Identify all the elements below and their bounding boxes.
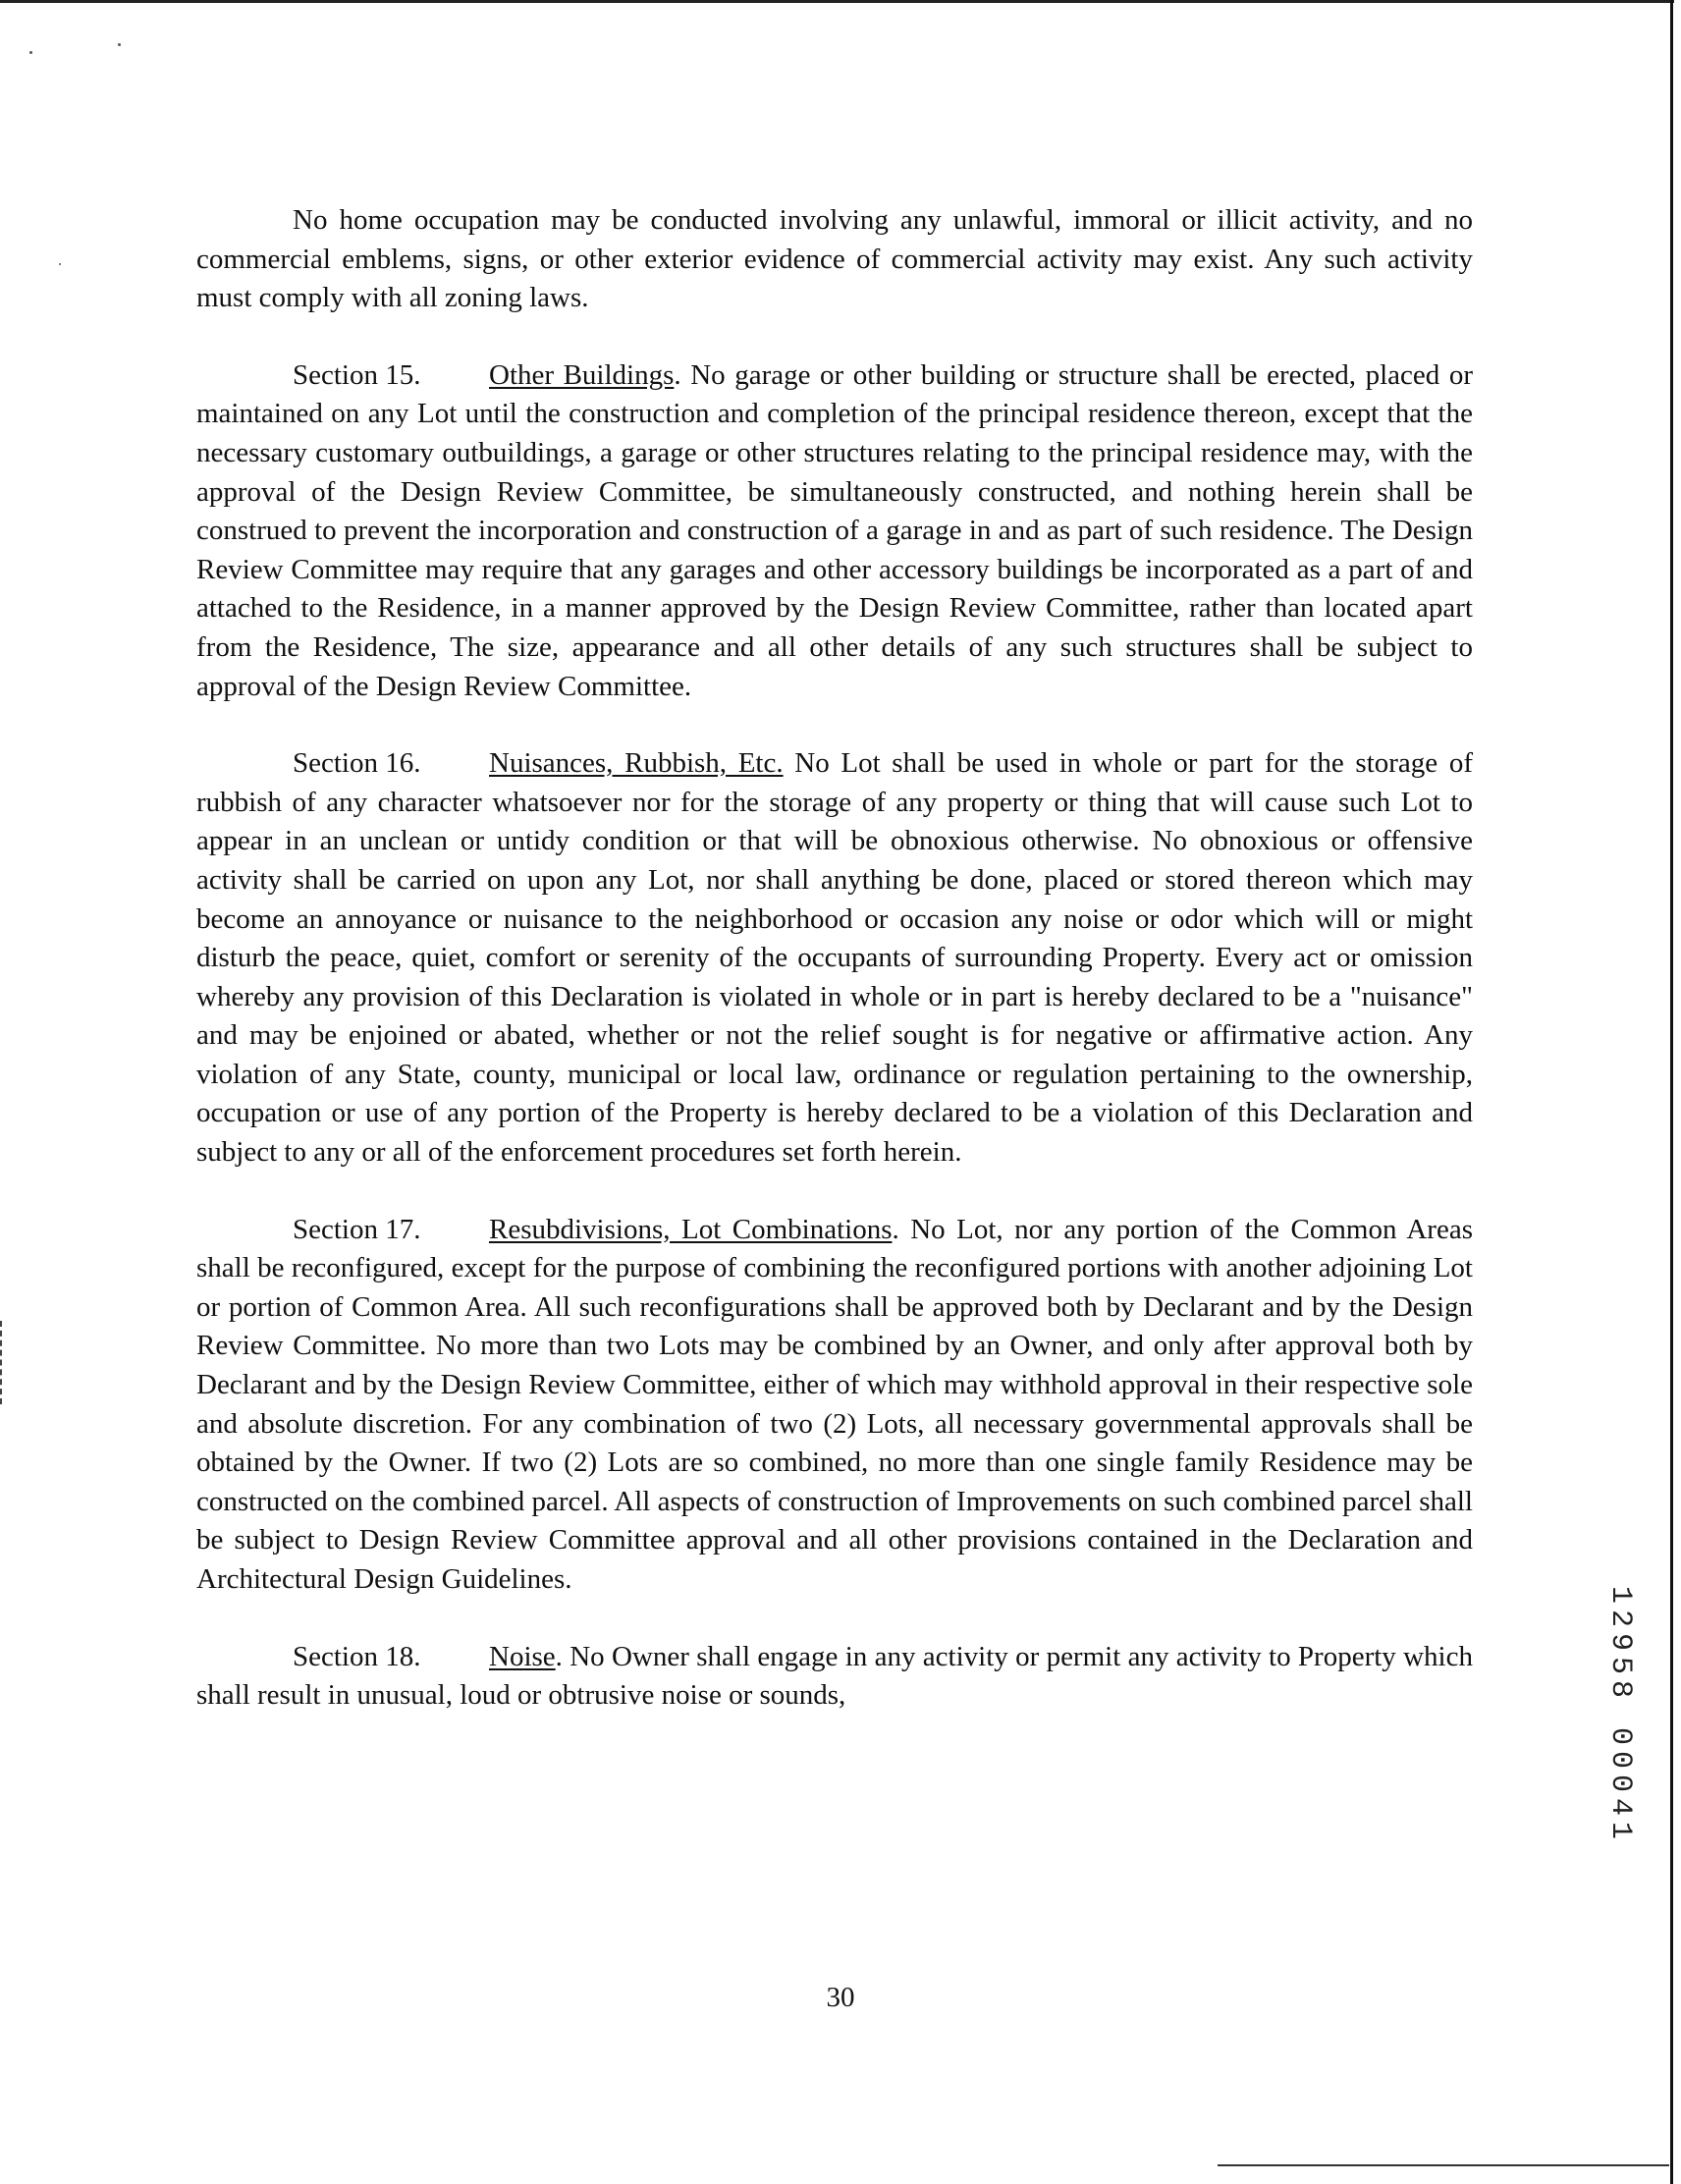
section-heading: Nuisances, Rubbish, Etc. xyxy=(489,747,784,780)
heading-punctuation: . xyxy=(674,358,681,391)
heading-punctuation: . xyxy=(555,1640,563,1672)
section-body: No Lot shall be used in whole or part for the storage of rubbish of any character whatsoever nor for the storage of any property or thing that will cause such Lot to appear in an unclean or untidy condition or that will be obnoxious otherwise. No obnoxious or offensive activity shall be carried on upon any Lot, nor shall anything be done, placed or stored thereon which may become an annoyance or nuisance to the neighborhood or occasion any noise or odor which will or might disturb the peace, quiet, comfort or serenity of the occupants of surrounding Property. Every act or omission whereby any provision of this Declaration is violated in whole or in part is hereby declared to be a "nuisance" and may be enjoined or abated, whether or not the relief sought is for negative or affirmative action. Any violation of any State, county, municipal or local law, ordinance or regulation pertaining to the ownership, occupation or use of any portion of the Property is hereby declared to be a violation of this Declaration and subject to any or all of the enforcement procedures set forth herein. xyxy=(196,747,1473,1169)
scan-bottom-edge xyxy=(1218,2164,1669,2166)
stamp-digit: 8 xyxy=(1603,1679,1637,1698)
section-body: No Lot, nor any portion of the Common Areas shall be reconfigured, except for the purpose of combining the reconfigured portions with another adjoining Lot or portion of Common Area. All such reconfigurations shall be approved both by Declarant and by the Design Review Committee. No more than two Lots may be combined by an Owner, and only after approval both by Declarant and by the Design Review Committee, either of which may withhold approval in their respective sole and absolute discretion. For any combination of two (2) Lots, all necessary governmental approvals shall be obtained by the Owner. If two (2) Lots are so combined, no more than one single family Residence may be constructed on the combined parcel. All aspects of construction of Improvements on such combined parcel shall be subject to Design Review Committee approval and all other provisions contained in the Declaration and Architectural Design Guidelines. xyxy=(196,1213,1473,1595)
stamp-digit: 5 xyxy=(1603,1656,1637,1674)
section-16 xyxy=(196,744,1473,1173)
stamp-digit: 0 xyxy=(1603,1774,1637,1792)
scan-speck xyxy=(29,51,32,54)
stamp-digit: 1 xyxy=(1603,1585,1637,1604)
stamp-digit: 0 xyxy=(1603,1750,1637,1769)
side-stamp-number xyxy=(1600,1583,1640,1842)
intro-paragraph: No home occupation may be conducted involving any unlawful, immoral or illicit activity, and no commercial emblems, signs, or other exterior evidence of commercial activity may exist. Any such activity must comply with all zoning laws. xyxy=(196,204,1473,314)
stamp-digit: 4 xyxy=(1603,1797,1637,1816)
section-18 xyxy=(196,1638,1473,1716)
stamp-digit: 0 xyxy=(1603,1726,1637,1745)
document-body xyxy=(196,201,1473,1754)
section-heading: Other Buildings xyxy=(489,358,675,391)
scan-speck xyxy=(118,43,121,46)
stamp-digit: 2 xyxy=(1603,1609,1637,1627)
page-number: 30 xyxy=(826,1982,855,2013)
heading-punctuation: . xyxy=(892,1213,899,1245)
section-number: Section 17. xyxy=(293,1213,421,1245)
section-15 xyxy=(196,356,1473,706)
stamp-digit: 9 xyxy=(1603,1632,1637,1651)
section-heading: Resubdivisions, Lot Combinations xyxy=(489,1213,893,1245)
section-heading: Noise xyxy=(489,1640,556,1672)
section-number: Section 16. xyxy=(293,747,421,780)
scan-left-dash-mark xyxy=(0,1321,4,1404)
section-number: Section 18. xyxy=(293,1640,421,1672)
scan-top-edge xyxy=(0,0,1674,3)
scan-speck xyxy=(59,263,61,265)
scan-right-edge xyxy=(1670,0,1673,2184)
section-body: No Owner shall engage in any activity or permit any activity to Property which shall result in unusual, loud or obtrusive noise or sounds, xyxy=(196,1640,1473,1712)
section-number: Section 15. xyxy=(293,358,421,391)
stamp-digit: 1 xyxy=(1603,1821,1637,1839)
section-body: No garage or other building or structure shall be erected, placed or maintained on any Lot until the construction and completion of the principal residence thereon, except that the necessary customary outbuildings, a garage or other structures relating to the principal residence may, with the approval of the Design Review Committee, be simultaneously constructed, and nothing herein shall be construed to prevent the incorporation and construction of a garage in and as part of such residence. The Design Review Committee may require that any garages and other accessory buildings be incorporated as a part of and attached to the Residence, in a manner approved by the Design Review Committee, rather than located apart from the Residence, The size, appearance and all other details of any such structures shall be subject to approval of the Design Review Committee. xyxy=(196,358,1473,702)
section-17 xyxy=(196,1211,1473,1600)
